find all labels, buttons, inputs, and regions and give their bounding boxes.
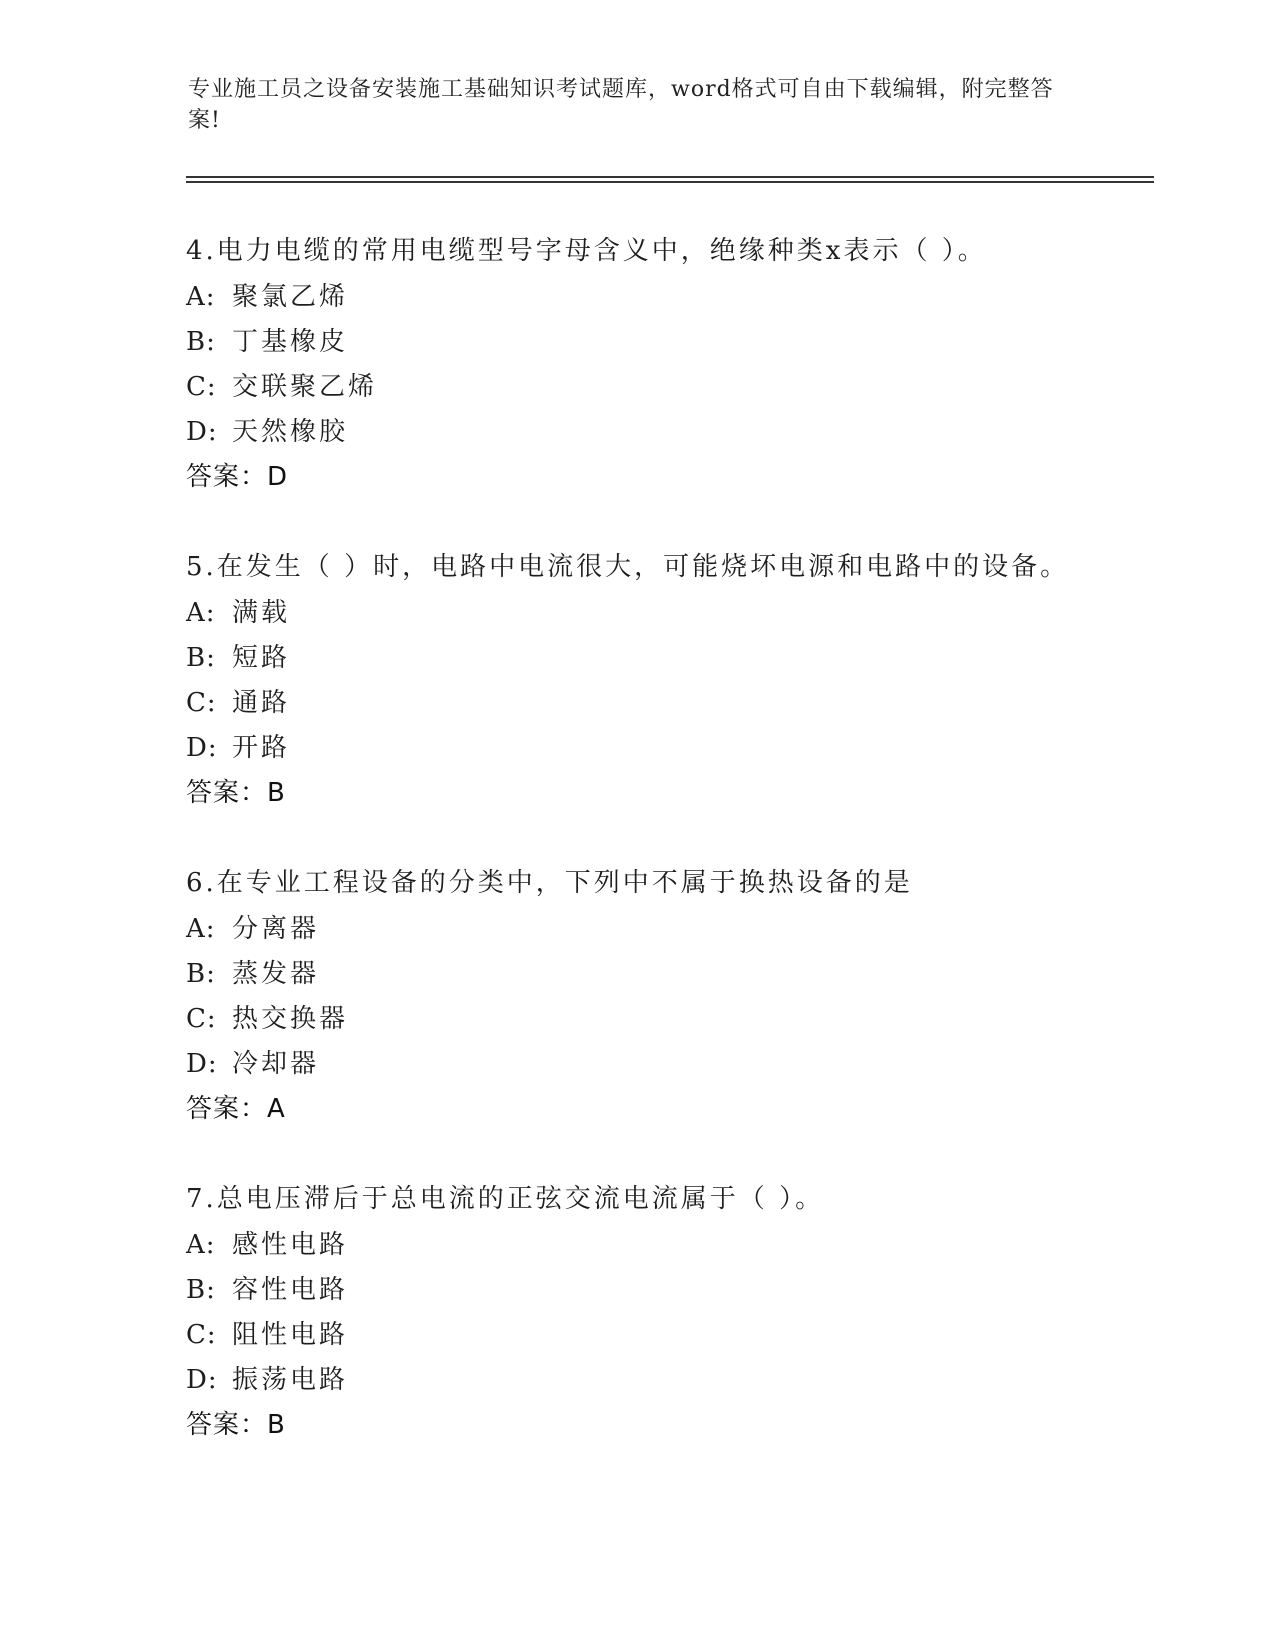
option-text: 通路 xyxy=(232,688,291,718)
option-letter: B: xyxy=(186,643,216,673)
header-divider-top xyxy=(186,176,1154,178)
option-text: 阻性电路 xyxy=(232,1320,349,1350)
question-5 xyxy=(186,550,1146,810)
option-letter: D: xyxy=(186,1365,218,1395)
option-text: 丁基橡皮 xyxy=(232,327,349,357)
option-text: 短路 xyxy=(232,643,291,673)
option-text: 振荡电路 xyxy=(232,1365,349,1395)
option-text: 满载 xyxy=(232,598,291,628)
option-text: 天然橡胶 xyxy=(232,417,349,447)
option-letter: A: xyxy=(186,1230,216,1260)
question-text: 5.在发生（ ）时，电路中电流很大，可能烧坏电源和电路中的设备。 xyxy=(186,552,1070,582)
answer-line xyxy=(186,776,1146,810)
option-c xyxy=(186,1318,1146,1352)
question-text: 4.电力电缆的常用电缆型号字母含义中，绝缘种类x表示（ ）。 xyxy=(186,236,987,266)
answer-label: 答案： xyxy=(186,1410,268,1440)
option-a xyxy=(186,912,1146,946)
option-a xyxy=(186,280,1146,314)
option-letter: B: xyxy=(186,959,216,989)
option-letter: B: xyxy=(186,327,216,357)
option-letter: C: xyxy=(186,372,217,402)
option-text: 分离器 xyxy=(232,914,320,944)
option-d xyxy=(186,1047,1146,1081)
option-letter: D: xyxy=(186,733,218,763)
option-text: 开路 xyxy=(232,733,291,763)
question-6 xyxy=(186,866,1146,1126)
answer-value: D xyxy=(267,462,288,492)
option-c xyxy=(186,686,1146,720)
header-title: 专业施工员之设备安装施工基础知识考试题库，word格式可自由下载编辑，附完整答案! xyxy=(188,77,1054,133)
option-text: 交联聚乙烯 xyxy=(232,372,378,402)
option-text: 感性电路 xyxy=(232,1230,349,1260)
answer-value: B xyxy=(267,1410,285,1440)
option-letter: A: xyxy=(186,598,216,628)
question-4 xyxy=(186,234,1146,494)
option-text: 蒸发器 xyxy=(232,959,320,989)
option-d xyxy=(186,415,1146,449)
option-letter: C: xyxy=(186,1320,217,1350)
option-text: 热交换器 xyxy=(232,1004,349,1034)
question-text: 6.在专业工程设备的分类中，下列中不属于换热设备的是 xyxy=(186,868,913,898)
option-c xyxy=(186,370,1146,404)
option-letter: C: xyxy=(186,688,217,718)
option-d xyxy=(186,731,1146,765)
option-b xyxy=(186,325,1146,359)
option-letter: D: xyxy=(186,1049,218,1079)
option-text: 容性电路 xyxy=(232,1275,349,1305)
question-7 xyxy=(186,1182,1146,1442)
answer-label: 答案： xyxy=(186,462,268,492)
answer-label: 答案： xyxy=(186,1094,268,1124)
option-text: 冷却器 xyxy=(232,1049,320,1079)
option-a xyxy=(186,1228,1146,1262)
document-header xyxy=(188,74,1068,136)
question-text: 7.总电压滞后于总电流的正弦交流电流属于（ ）。 xyxy=(186,1184,825,1214)
option-letter: A: xyxy=(186,282,216,312)
option-b xyxy=(186,957,1146,991)
answer-label: 答案： xyxy=(186,778,268,808)
option-letter: B: xyxy=(186,1275,216,1305)
option-d xyxy=(186,1363,1146,1397)
option-b xyxy=(186,641,1146,675)
option-a xyxy=(186,596,1146,630)
option-letter: D: xyxy=(186,417,218,447)
option-c xyxy=(186,1002,1146,1036)
answer-line xyxy=(186,1092,1146,1126)
answer-value: B xyxy=(267,778,285,808)
option-b xyxy=(186,1273,1146,1307)
answer-line xyxy=(186,460,1146,494)
option-letter: A: xyxy=(186,914,216,944)
answer-line xyxy=(186,1408,1146,1442)
option-letter: C: xyxy=(186,1004,217,1034)
header-divider-bottom xyxy=(186,181,1154,183)
answer-value: A xyxy=(267,1094,285,1124)
option-text: 聚氯乙烯 xyxy=(232,282,349,312)
